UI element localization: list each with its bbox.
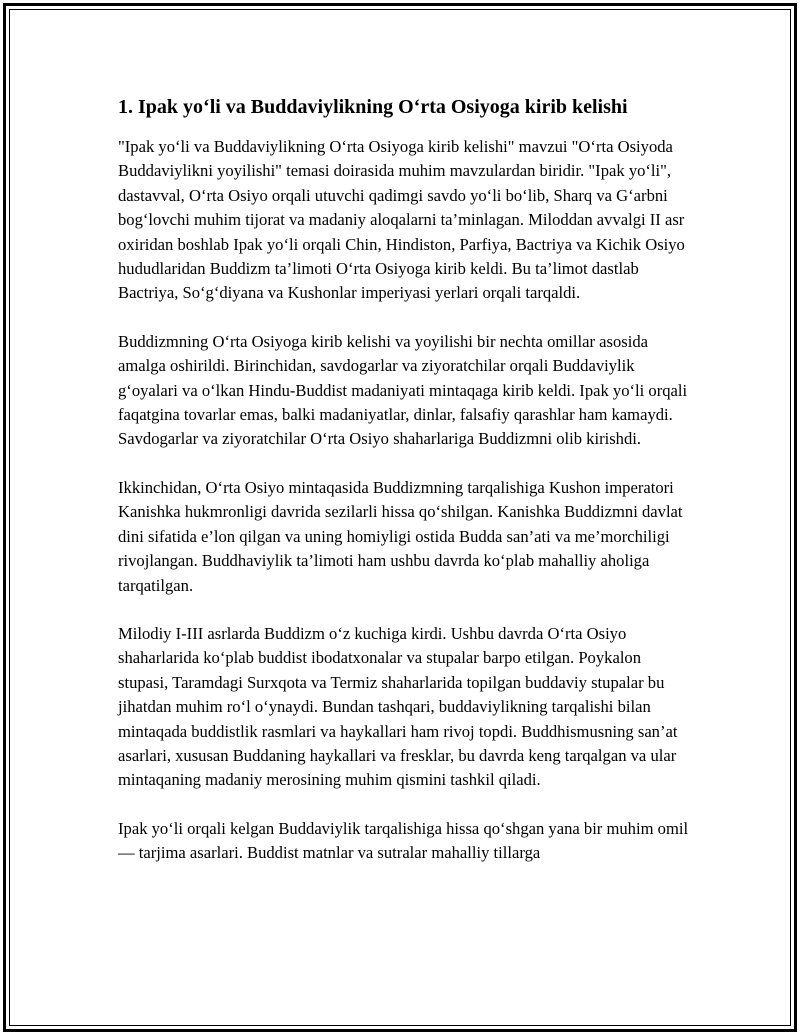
paragraph-1: "Ipak yo‘li va Buddaviylikning O‘rta Osiyoga kirib kelishi" mavzui "O‘rta Osiyoda Buddaviylikni yoyilishi" temasi doirasida muhim mavzulardan biridir. "Ipak yo‘li", dastavval, O‘rta Osiyo orqali utuvchi qadimgi savdo yo‘li bo‘lib, Sharq va G‘arbni bog‘lovchi muhim tijorat va madaniy aloqalarni ta’minlagan. Miloddan avvalgi II asr oxiridan boshlab Ipak yo‘li orqali Chin, Hindiston, Parfiya, Bactriya va Kichik Osiyo hududlaridan Buddizm ta’limoti O‘rta Osiyoga kirib keldi. Bu ta’limot dastlab Bactriya, So‘g‘diyana va Kushonlar imperiyasi yerlari orqali tarqaldi. — [118, 137, 685, 303]
paragraph-3: Ikkinchidan, O‘rta Osiyo mintaqasida Buddizmning tarqalishiga Kushon imperatori Kanishka hukmronligi davrida sezilarli hissa qo‘shilgan. Kanishka Buddizmni davlat dini sifatida e’lon qilgan va uning homiyligi ostida Budda san’ati va me’morchiligi rivojlangan. Buddhaviylik ta’limoti ham ushbu davrda ko‘plab mahalliy aholiga tarqatilgan. — [118, 477, 683, 595]
paragraph-4: Milodiy I-III asrlarda Buddizm o‘z kuchiga kirdi. Ushbu davrda O‘rta Osiyo shaharlarida ko‘plab buddist ibodatxonalar va stupalar barpo etilgan. Poykalon stupasi, Taramdagi Surxqota va Termiz shaharlarida topilgan buddaviy stupalar bu jihatdan muhim ro‘l o‘ynaydi. Bundan tashqari, buddaviylikning tarqalishi bilan mintaqada buddistlik rasmlari va haykallari ham rivoj topdi. Buddhismusning san’at asarlari, xususan Buddaning haykallari va fresklar, bu davrda keng tarqalgan va ular mintaqaning madaniy merosining muhim qismini tashkil qiladi. — [118, 623, 678, 790]
paragraph-2: Buddizmning O‘rta Osiyoga kirib kelishi va yoyilishi bir nechta omillar asosida amalga oshirildi. Birinchidan, savdogarlar va ziyoratchilar orqali Buddaviylik g‘oyalari va o‘lkan Hindu-Buddist madaniyati mintaqaga kirib keldi. Ipak yo‘li orqali faqatgina tovarlar emas, balki madaniyatlar, dinlar, falsafiy qarashlar ham kamaydi. Savdogarlar va ziyoratchilar O‘rta Osiyo shaharlariga Buddizmni olib kirishdi. — [118, 331, 688, 449]
document-body — [118, 94, 690, 890]
section-heading: 1. Ipak yo‘li va Buddaviylikning O‘rta Osiyoga kirib kelishi — [118, 96, 628, 118]
paragraph-5: Ipak yo‘li orqali kelgan Buddaviylik tarqalishiga hissa qo‘shgan yana bir muhim omil — tarjima asarlari. Buddist matnlar va sutralar mahalliy tillarga — [118, 818, 689, 863]
